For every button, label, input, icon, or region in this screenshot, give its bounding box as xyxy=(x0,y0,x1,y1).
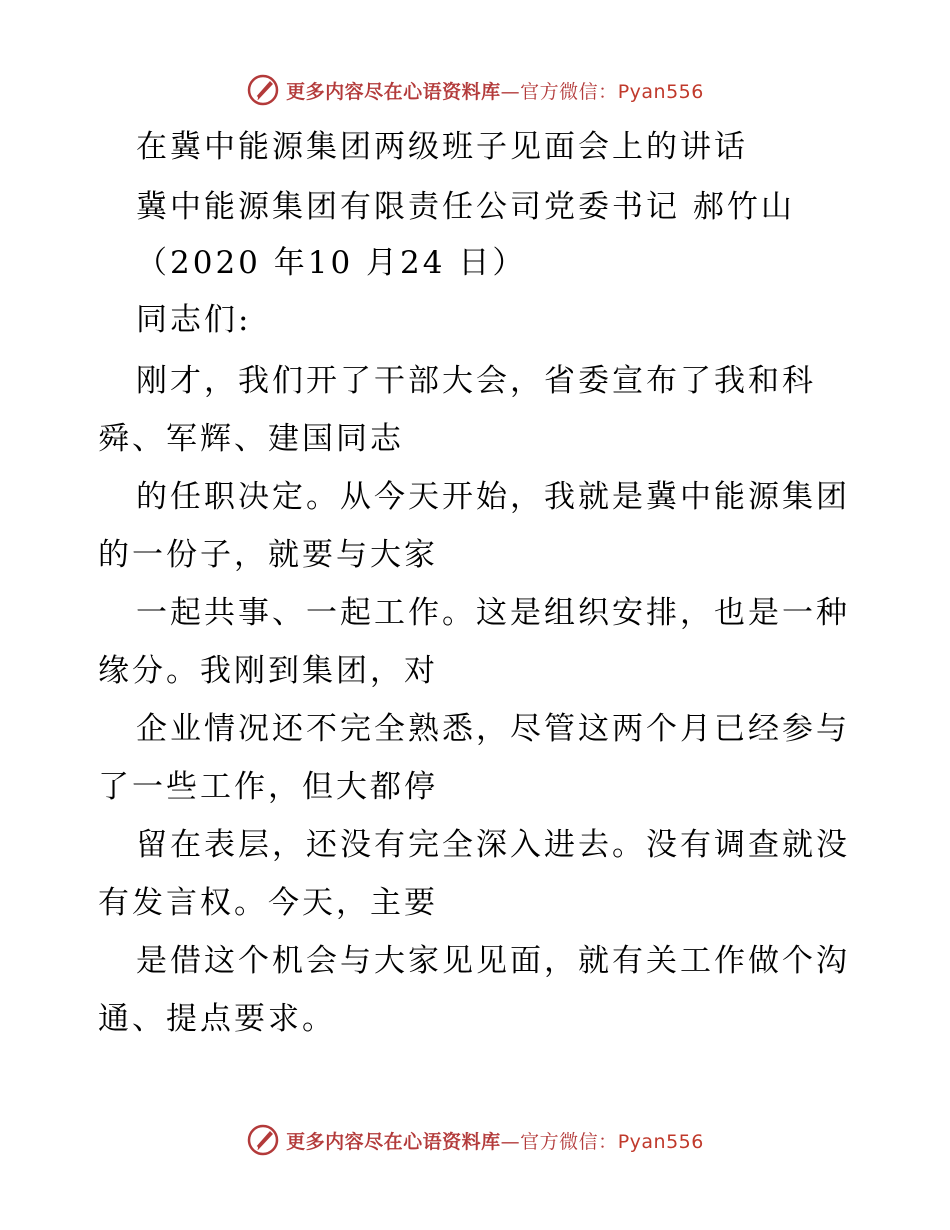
paragraph-line: 的任职决定。从今天开始，我就是冀中能源集团 xyxy=(136,479,850,515)
document-title: 在冀中能源集团两级班子见面会上的讲话 xyxy=(136,129,748,165)
paragraph-line: 舜、军辉、建国同志 xyxy=(98,421,404,457)
document-author: 冀中能源集团有限责任公司党委书记 郝竹山 xyxy=(136,189,795,225)
paragraph-line: 有发言权。今天，主要 xyxy=(98,885,438,921)
watermark-text-cn: 更多内容尽在心语资料库 xyxy=(286,80,501,103)
watermark-text-wx: 官方微信： xyxy=(520,80,618,103)
watermark-text xyxy=(286,77,704,104)
paragraph-line: 缘分。我刚到集团，对 xyxy=(98,653,438,689)
watermark-text xyxy=(286,1127,704,1154)
watermark-text-wx: 官方微信： xyxy=(520,1130,618,1153)
watermark-dash: — xyxy=(500,80,521,103)
watermark-banner-bottom xyxy=(0,1120,950,1160)
paragraph-line: 的一份子，就要与大家 xyxy=(98,537,438,573)
watermark-text-id: Pyan556 xyxy=(617,80,704,103)
quill-pen-logo-icon xyxy=(246,73,280,107)
watermark-text-id: Pyan556 xyxy=(617,1130,704,1153)
watermark-dash: — xyxy=(500,1130,521,1153)
paragraph-line: 一起共事、一起工作。这是组织安排，也是一种 xyxy=(136,595,850,631)
document-salutation: 同志们: xyxy=(136,302,252,338)
paragraph-line: 企业情况还不完全熟悉，尽管这两个月已经参与 xyxy=(136,711,850,747)
paragraph-line: 通、提点要求。 xyxy=(98,1001,336,1037)
quill-pen-logo-icon xyxy=(246,1123,280,1157)
document-date: （2020 年10 月24 日） xyxy=(136,245,527,281)
watermark-text-cn: 更多内容尽在心语资料库 xyxy=(286,1130,501,1153)
watermark-banner-top xyxy=(0,70,950,110)
paragraph-line: 留在表层，还没有完全深入进去。没有调查就没 xyxy=(136,827,850,863)
paragraph-line: 了一些工作，但大都停 xyxy=(98,769,438,805)
paragraph-line: 刚才，我们开了干部大会，省委宣布了我和科 xyxy=(136,363,816,399)
paragraph-line: 是借这个机会与大家见见面，就有关工作做个沟 xyxy=(136,943,850,979)
